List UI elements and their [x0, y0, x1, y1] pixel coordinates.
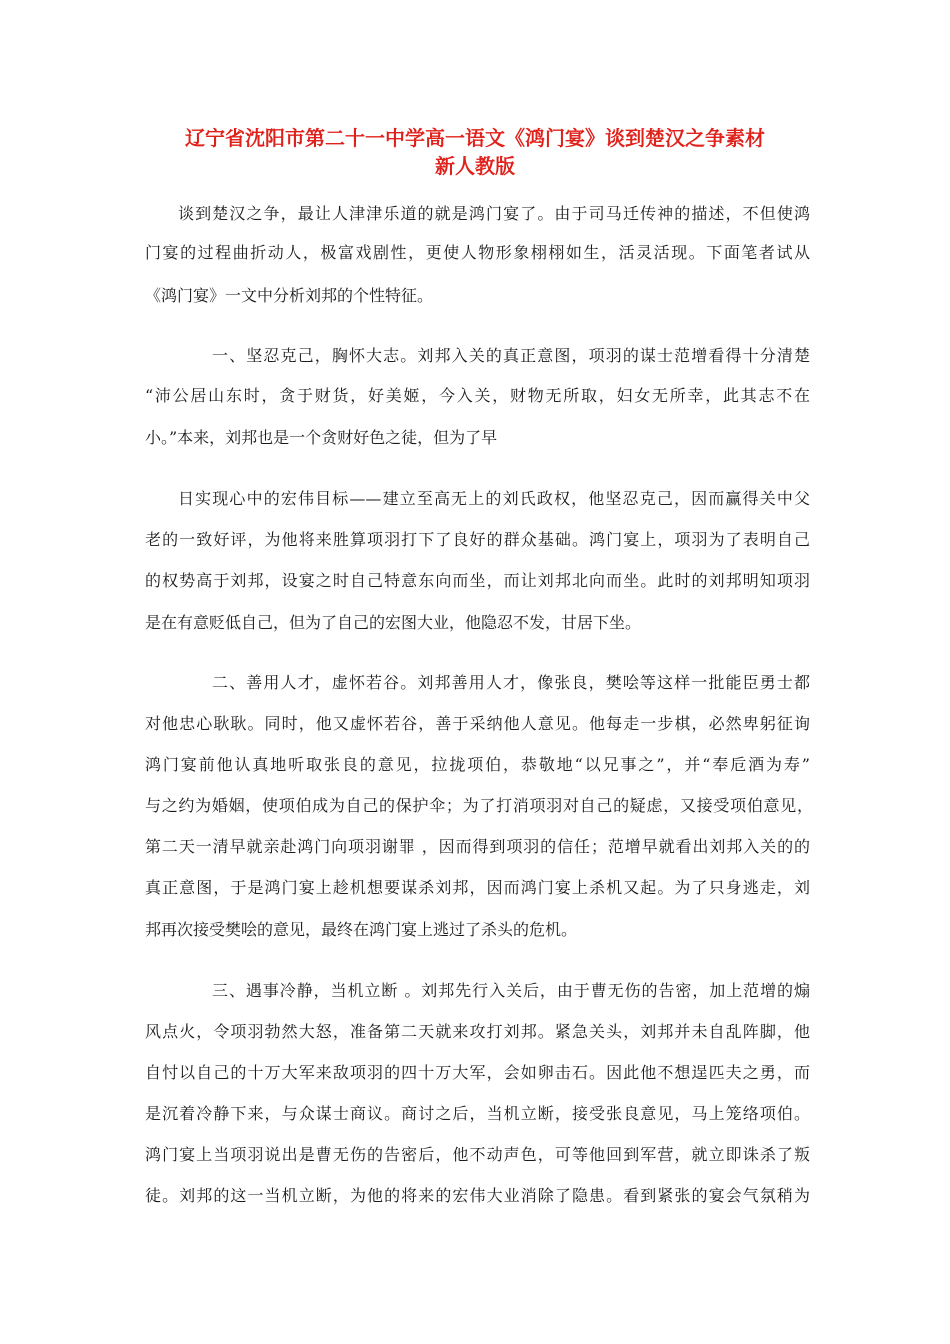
text-line: 小。”本来，刘邦也是一个贪财好色之徒，但为了早 [145, 428, 498, 447]
text-line: 日实现心中的宏伟目标——建立至高无上的刘氏政权，他坚忍克己，因而赢得关中父 [178, 489, 810, 508]
text-line: 鸿门宴前他认真地听取张良的意见，拉拢项伯，恭敬地“以兄事之”，并“奉卮酒为寿” [145, 755, 810, 774]
text-line: 真正意图，于是鸿门宴上趁机想要谋杀刘邦，因而鸿门宴上杀机又起。为了只身逃走，刘 [145, 878, 810, 897]
document-title-line-1: 辽宁省沈阳市第二十一中学高一语文《鸿门宴》谈到楚汉之争素材 [185, 126, 765, 150]
text-line: 的权势高于刘邦，设宴之时自己特意东向而坐，而让刘邦北向而坐。此时的刘邦明知项羽 [145, 571, 810, 590]
text-line: 是沉着冷静下来，与众谋士商议。商讨之后，当机立断，接受张良意见，马上笼络项伯。 [145, 1104, 810, 1123]
text-line: 邦再次接受樊哙的意见，最终在鸿门宴上逃过了杀头的危机。 [145, 920, 578, 939]
text-line: 徒。刘邦的这一当机立断，为他的将来的宏伟大业消除了隐患。看到紧张的宴会气氛稍为 [145, 1186, 810, 1205]
text-line: 鸿门宴上当项羽说出是曹无伤的告密后，他不动声色，可等他回到军营，就立即诛杀了叛 [145, 1145, 810, 1164]
text-line: 一、坚忍克己，胸怀大志。刘邦入关的真正意图，项羽的谋士范增看得十分清楚 [212, 346, 810, 365]
text-line: 第二天一清早就亲赴鸿门向项羽谢罪 ，因而得到项羽的信任；范增早就看出刘邦入关的的 [145, 837, 810, 856]
text-line: 三、遇事冷静，当机立断 。刘邦先行入关后，由于曹无伤的告密，加上范增的煽 [212, 981, 810, 1000]
text-line: 门宴的过程曲折动人，极富戏剧性，更使人物形象栩栩如生，活灵活现。下面笔者试从 [145, 243, 810, 262]
text-line: 与之约为婚姻，使项伯成为自己的保护伞；为了打消项羽对自己的疑虑，又接受项伯意见， [145, 796, 813, 815]
document-title-line-2: 新人教版 [435, 154, 515, 178]
text-line: 对他忠心耿耿。同时，他又虚怀若谷，善于采纳他人意见。他每走一步棋，必然卑躬征询 [145, 714, 810, 733]
text-line: 是在有意贬低自己，但为了自己的宏图大业，他隐忍不发，甘居下坐。 [145, 613, 642, 632]
text-line: 风点火，令项羽勃然大怒，准备第二天就来攻打刘邦。紧急关头，刘邦并未自乱阵脚，他 [145, 1022, 810, 1041]
text-line: 自忖以自己的十万大军来敌项羽的四十万大军，会如卵击石。因此他不想逞匹夫之勇，而 [145, 1063, 810, 1082]
text-line: “沛公居山东时，贪于财货，好美姬，今入关，财物无所取，妇女无所幸，此其志不在 [145, 386, 810, 405]
text-line: 老的一致好评，为他将来胜算项羽打下了良好的群众基础。鸿门宴上，项羽为了表明自己 [145, 530, 810, 549]
text-line: 谈到楚汉之争，最让人津津乐道的就是鸿门宴了。由于司马迁传神的描述，不但使鸿 [178, 204, 810, 223]
text-line: 《鸿门宴》一文中分析刘邦的个性特征。 [145, 286, 434, 305]
text-line: 二、善用人才，虚怀若谷。刘邦善用人才，像张良，樊哙等这样一批能臣勇士都 [212, 673, 810, 692]
